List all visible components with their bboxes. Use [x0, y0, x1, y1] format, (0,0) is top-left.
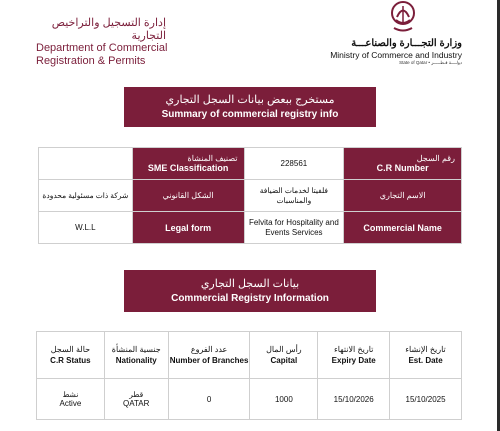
department-name-en-line1: Department of Commercial [36, 42, 168, 54]
header-est-date-ar: تاريخ الإنشاء [405, 345, 446, 354]
legal-form-value-ar-text: شركة ذات مسئولية محدودة [42, 190, 129, 200]
info-table [36, 331, 462, 420]
summary-table [38, 147, 462, 244]
legal-form-label-ar-text: الشكل القانوني [162, 191, 214, 200]
value-cr-status-ar: نشط [62, 390, 79, 399]
value-branches-text: 0 [206, 394, 212, 404]
value-expiry-date [318, 379, 390, 420]
header-branches-en: Number of Branches [169, 356, 249, 365]
info-value-row [37, 379, 462, 420]
info-banner [124, 270, 376, 312]
header-est-date-en: Est. Date [408, 356, 443, 365]
header-nationality [104, 332, 168, 379]
info-title-ar: بيانات السجل التجاري [200, 278, 300, 290]
value-cr-status-en: Active [59, 399, 82, 408]
sme-value [39, 148, 133, 180]
commercial-name-label [344, 212, 462, 244]
summary-title-en: Summary of commercial registry info [161, 109, 339, 120]
value-nationality-en: QATAR [123, 399, 150, 408]
value-capital [250, 379, 318, 420]
value-capital-text: 1000 [274, 394, 293, 404]
value-branches [168, 379, 250, 420]
header-cr-status-en: C.R Status [50, 356, 91, 365]
legal-form-label-ar [132, 180, 244, 212]
header-nationality-en: Nationality [115, 356, 157, 365]
info-header-row [37, 332, 462, 379]
value-nationality [104, 379, 168, 420]
legal-form-value-text: W.L.L [75, 222, 96, 232]
value-nationality-ar: قطر [129, 390, 144, 399]
legal-form-value-ar [39, 180, 133, 212]
cr-number-label [344, 148, 462, 180]
sme-label-en: SME Classification [147, 163, 229, 173]
legal-form-value [39, 212, 133, 244]
department-name-en-line2: Registration & Permits [36, 55, 146, 67]
summary-row-3 [39, 212, 462, 244]
department-name-ar: إدارة التسجيل والتراخيص التجارية [51, 17, 166, 42]
sme-label [132, 148, 244, 180]
commercial-name-value-text: Felvita for Hospitality and Events Services [248, 217, 339, 237]
summary-title-ar: مستخرج ببعض بيانات السجل التجاري [165, 94, 335, 106]
value-expiry-date-text: 15/10/2026 [333, 394, 374, 404]
cr-number-label-ar: رقم السجل [416, 154, 455, 163]
header-capital-ar: رأس المال [266, 345, 302, 354]
cr-number-value: 228561 [244, 148, 344, 180]
ministry-name-en: Ministry of Commerce and Industry [330, 50, 462, 60]
summary-banner [124, 87, 376, 127]
summary-row-1 [39, 148, 462, 180]
header-expiry-date-ar: تاريخ الانتهاء [333, 345, 374, 354]
info-title-en: Commercial Registry Information [171, 293, 329, 304]
commercial-name-value [244, 212, 344, 244]
trade-name-value-ar [244, 180, 344, 212]
trade-name-label-ar-text: الاسم التجاري [379, 191, 426, 200]
header-nationality-ar: جنسية المنشأة [111, 345, 161, 354]
header-cr-status-ar: حالة السجل [50, 345, 91, 354]
legal-form-label-en [132, 212, 244, 244]
header-capital-en: Capital [270, 356, 298, 365]
legal-form-label-en-text: Legal form [165, 222, 212, 233]
header-cr-status [37, 332, 105, 379]
department-header [36, 16, 236, 68]
summary-row-2 [39, 180, 462, 212]
header-branches-ar: عدد الفروع [190, 345, 228, 354]
cr-number-label-en: C.R Number [376, 163, 429, 173]
ministry-name-ar: وزارة التجـــارة والصناعـــة [351, 38, 462, 49]
header-branches [168, 332, 250, 379]
header-capital [250, 332, 318, 379]
trade-name-value-ar-text: فلفيتا لخدمات الضيافة والمناسبات [259, 185, 329, 205]
value-est-date-text: 15/10/2025 [405, 394, 446, 404]
state-label: State of Qatar • دولــــة قـطـــــر [399, 60, 462, 65]
header-expiry-date [318, 332, 390, 379]
commercial-name-label-text: Commercial Name [363, 222, 442, 233]
qatar-emblem-icon [388, 0, 418, 36]
sme-label-ar: تصنيف المنشاة [187, 154, 238, 163]
value-cr-status [37, 379, 105, 420]
header-expiry-date-en: Expiry Date [331, 356, 376, 365]
header-est-date [390, 332, 462, 379]
trade-name-label-ar [344, 180, 462, 212]
value-est-date [390, 379, 462, 420]
